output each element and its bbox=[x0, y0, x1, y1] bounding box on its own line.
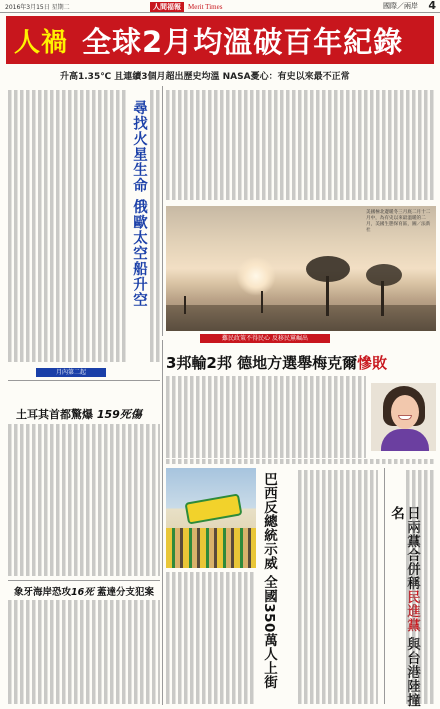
germany-article-body bbox=[166, 376, 366, 458]
lead-headline-banner bbox=[6, 16, 434, 64]
lead-kicker: 人禍 bbox=[14, 27, 69, 58]
sun-glow bbox=[236, 256, 276, 296]
mars-article-body bbox=[8, 90, 126, 362]
tree-small bbox=[261, 291, 263, 313]
field-ground bbox=[166, 305, 436, 331]
ivory-coast-headline bbox=[14, 584, 154, 598]
sunset-photo-caption: 美國極北邊暖冬三月底二月十二月中，為有史以來最溫暖的二月，美國生態保育區，圖／法新社 bbox=[366, 210, 431, 233]
ivory-coast-headline-post: 蓋達分支犯案 bbox=[93, 587, 155, 598]
tree-trunk bbox=[381, 281, 384, 316]
istanbul-article-body bbox=[8, 424, 160, 576]
japan-headline-post: 與台港陸撞名 bbox=[388, 506, 420, 708]
page-header-bar bbox=[0, 0, 440, 13]
germany-headline-main: 3邦輸2邦 德地方選舉梅克爾 bbox=[166, 354, 358, 372]
tree-crown bbox=[306, 256, 350, 282]
istanbul-headline-em: 159死傷 bbox=[96, 408, 142, 421]
ivory-coast-article-body bbox=[8, 600, 160, 704]
issue-date: 2016年3月15日 星期二 bbox=[5, 3, 70, 11]
istanbul-headline-pre: 土耳其首都驚爆 bbox=[16, 408, 97, 421]
mars-headline: 尋找火星生命 俄歐太空船升空 bbox=[131, 100, 147, 308]
section-label: 國際／兩岸 bbox=[383, 2, 418, 10]
germany-kicker-banner: 難民政策不得民心 反移民黨崛出 bbox=[200, 334, 330, 343]
crowd-shape bbox=[166, 528, 256, 568]
japan-headline-red: 民進黨 bbox=[404, 590, 420, 632]
istanbul-headline bbox=[16, 406, 142, 422]
ivory-coast-headline-em: 16死 bbox=[71, 587, 94, 598]
germany-headline bbox=[166, 352, 387, 373]
section-rule bbox=[384, 468, 385, 704]
section-tag: 月內第二起 bbox=[36, 368, 106, 377]
tree-trunk bbox=[326, 276, 329, 316]
masthead bbox=[150, 1, 222, 12]
jacket-shape bbox=[381, 429, 429, 451]
protest-banner bbox=[185, 493, 243, 524]
lead-article-body bbox=[166, 90, 436, 200]
germany-article-continuation bbox=[166, 459, 436, 464]
paper-english-name: Merit Times bbox=[188, 2, 223, 11]
page-number: 4 bbox=[428, 0, 436, 12]
column-divider bbox=[162, 340, 163, 705]
face-shape bbox=[391, 395, 419, 429]
column-divider bbox=[162, 86, 163, 336]
brazil-protest-photo bbox=[166, 468, 256, 568]
section-rule bbox=[8, 380, 160, 381]
mars-article-body-right bbox=[150, 90, 160, 362]
paper-logo: 人間福報 bbox=[150, 2, 184, 12]
brazil-article-body-right bbox=[298, 470, 378, 704]
ivory-coast-headline-pre: 象牙海岸恐攻 bbox=[14, 587, 72, 598]
germany-headline-red: 慘敗 bbox=[357, 354, 388, 372]
lead-title: 全球2月均溫破百年紀錄 bbox=[82, 24, 404, 59]
brazil-article-body bbox=[166, 572, 256, 704]
japan-article-body bbox=[406, 470, 436, 704]
tree-small bbox=[184, 296, 186, 314]
brazil-headline: 巴西反總統示威 全國350萬人上街 bbox=[261, 472, 277, 689]
lead-subtitle: 升高1.35℃ 且連續3個月超出歷史均溫 NASA憂心：有史以來最不正常 bbox=[60, 72, 350, 82]
section-rule bbox=[8, 580, 160, 581]
merkel-photo bbox=[371, 383, 436, 451]
japan-headline-pre: 日兩黨合併稱 bbox=[404, 506, 420, 590]
